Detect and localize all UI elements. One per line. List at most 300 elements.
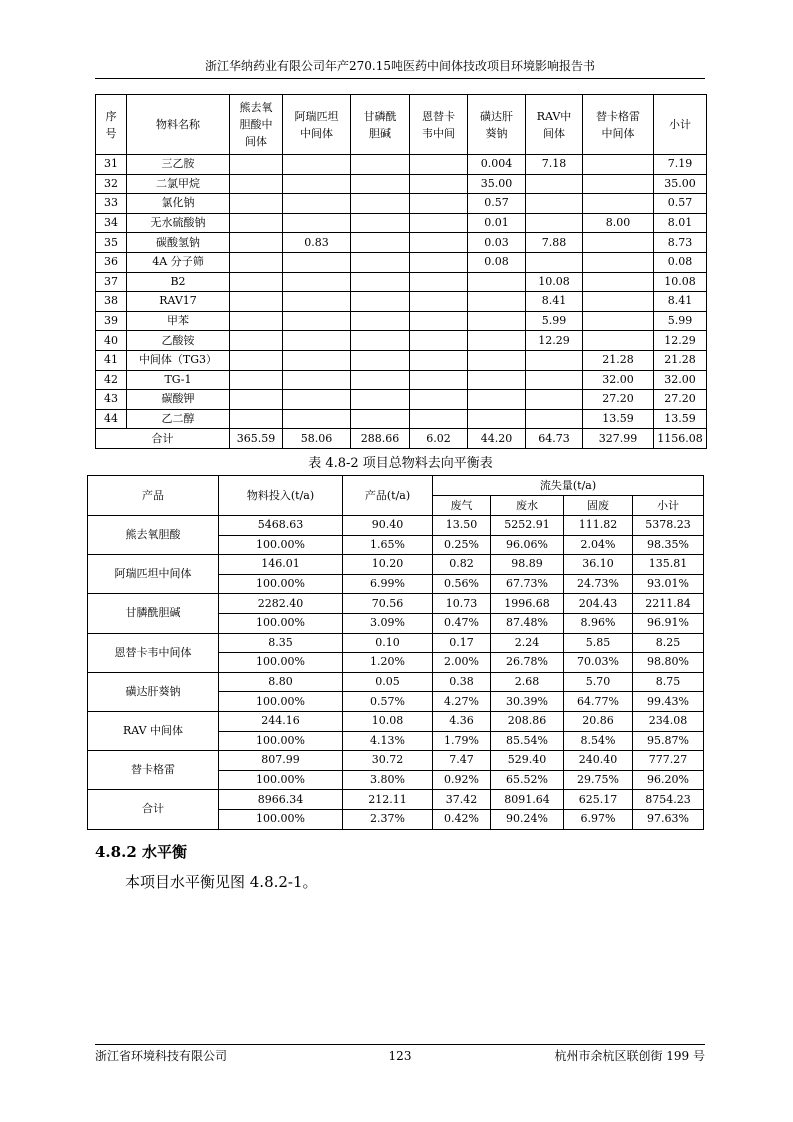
value-cell [351, 194, 410, 214]
row-number: 34 [96, 213, 127, 233]
value-cell [583, 272, 654, 292]
value-cell: 807.99 [219, 751, 343, 771]
value-cell [351, 311, 410, 331]
material-name: RAV17 [127, 292, 230, 312]
value-cell: 27.20 [583, 390, 654, 410]
value-cell: 0.01 [468, 213, 526, 233]
value-cell: 4.27% [433, 692, 491, 712]
table2-caption: 表 4.8-2 项目总物料去向平衡表 [308, 456, 493, 471]
table2-row [88, 751, 704, 771]
value-cell: 8091.64 [491, 790, 564, 810]
value-cell: 5.99 [526, 311, 583, 331]
page-header: 浙江华纳药业有限公司年产270.15吨医药中间体技改项目环境影响报告书 [205, 59, 595, 73]
value-cell: 2.04% [564, 535, 633, 555]
product-name: 合计 [88, 790, 219, 829]
value-cell: 0.05 [343, 672, 433, 692]
value-cell [410, 155, 468, 175]
value-cell [283, 174, 351, 194]
value-cell [410, 252, 468, 272]
total-value: 365.59 [230, 429, 283, 449]
value-cell [230, 390, 283, 410]
value-cell: 100.00% [219, 692, 343, 712]
material-name: 4A 分子筛 [127, 252, 230, 272]
value-cell [351, 292, 410, 312]
table1-row [96, 350, 707, 370]
value-cell [230, 213, 283, 233]
value-cell: 5468.63 [219, 516, 343, 536]
value-cell: 100.00% [219, 574, 343, 594]
value-cell: 3.09% [343, 613, 433, 633]
value-cell: 212.11 [343, 790, 433, 810]
row-number: 39 [96, 311, 127, 331]
table1-header-cell: 物料名称 [127, 95, 230, 155]
material-balance-table [87, 475, 704, 830]
total-value: 64.73 [526, 429, 583, 449]
value-cell [351, 233, 410, 253]
value-cell: 5378.23 [633, 516, 704, 536]
value-cell: 0.38 [433, 672, 491, 692]
value-cell: 8754.23 [633, 790, 704, 810]
header-divider [95, 78, 705, 79]
material-name: 二氯甲烷 [127, 174, 230, 194]
table1-header-cell: 熊去氧胆酸中间体 [230, 95, 283, 155]
value-cell: 5.85 [564, 633, 633, 653]
value-cell [230, 194, 283, 214]
value-cell: 8.41 [654, 292, 707, 312]
value-cell [583, 311, 654, 331]
value-cell [583, 252, 654, 272]
value-cell: 32.00 [583, 370, 654, 390]
product-name: 阿瑞匹坦中间体 [88, 555, 219, 594]
value-cell: 100.00% [219, 770, 343, 790]
value-cell [230, 311, 283, 331]
material-name: 碳酸氢钠 [127, 233, 230, 253]
value-cell: 1.79% [433, 731, 491, 751]
value-cell: 8.01 [654, 213, 707, 233]
table2-header-output: 产品(t/a) [343, 476, 433, 516]
value-cell [230, 331, 283, 351]
value-cell: 100.00% [219, 731, 343, 751]
value-cell [468, 370, 526, 390]
value-cell: 0.57 [468, 194, 526, 214]
table2-header-loss-water: 废水 [491, 496, 564, 516]
value-cell: 20.86 [564, 711, 633, 731]
value-cell [283, 409, 351, 429]
value-cell: 529.40 [491, 751, 564, 771]
value-cell: 21.28 [583, 350, 654, 370]
value-cell: 90.24% [491, 809, 564, 829]
value-cell: 100.00% [219, 653, 343, 673]
value-cell: 1996.68 [491, 594, 564, 614]
value-cell: 32.00 [654, 370, 707, 390]
value-cell [410, 311, 468, 331]
value-cell: 6.99% [343, 574, 433, 594]
value-cell: 13.59 [583, 409, 654, 429]
value-cell: 8.96% [564, 613, 633, 633]
value-cell [410, 350, 468, 370]
value-cell [583, 155, 654, 175]
value-cell [410, 409, 468, 429]
value-cell: 98.89 [491, 555, 564, 575]
value-cell: 7.19 [654, 155, 707, 175]
section-heading: 4.8.2 水平衡 [95, 843, 187, 861]
table1-row [96, 292, 707, 312]
value-cell: 8966.34 [219, 790, 343, 810]
value-cell: 0.83 [283, 233, 351, 253]
value-cell [468, 409, 526, 429]
value-cell: 8.00 [583, 213, 654, 233]
value-cell: 0.57% [343, 692, 433, 712]
value-cell: 36.10 [564, 555, 633, 575]
value-cell: 3.80% [343, 770, 433, 790]
table1-row [96, 252, 707, 272]
footer-company: 浙江省环境科技有限公司 [95, 1049, 228, 1063]
value-cell [410, 233, 468, 253]
value-cell: 4.13% [343, 731, 433, 751]
value-cell: 37.42 [433, 790, 491, 810]
value-cell [351, 213, 410, 233]
value-cell: 93.01% [633, 574, 704, 594]
value-cell: 0.92% [433, 770, 491, 790]
value-cell: 0.004 [468, 155, 526, 175]
value-cell [583, 331, 654, 351]
product-name: 替卡格雷 [88, 751, 219, 790]
value-cell: 35.00 [468, 174, 526, 194]
table1-header-cell: 阿瑞匹坦中间体 [283, 95, 351, 155]
value-cell: 10.20 [343, 555, 433, 575]
value-cell [351, 331, 410, 351]
value-cell [283, 194, 351, 214]
table2-row [88, 516, 704, 536]
value-cell: 8.41 [526, 292, 583, 312]
value-cell [283, 292, 351, 312]
value-cell [351, 272, 410, 292]
table2-row [88, 555, 704, 575]
total-label: 合计 [96, 429, 230, 449]
value-cell [351, 390, 410, 410]
value-cell: 0.08 [468, 252, 526, 272]
value-cell [230, 272, 283, 292]
value-cell [583, 174, 654, 194]
value-cell [410, 174, 468, 194]
table1-row [96, 155, 707, 175]
value-cell [526, 252, 583, 272]
value-cell: 777.27 [633, 751, 704, 771]
value-cell: 13.50 [433, 516, 491, 536]
value-cell [410, 370, 468, 390]
total-value: 1156.08 [654, 429, 707, 449]
table2-header-row [88, 476, 704, 496]
table1-row [96, 194, 707, 214]
value-cell: 5.70 [564, 672, 633, 692]
footer-divider [95, 1044, 705, 1045]
value-cell [583, 194, 654, 214]
value-cell: 96.91% [633, 613, 704, 633]
value-cell: 10.08 [654, 272, 707, 292]
value-cell: 96.06% [491, 535, 564, 555]
value-cell: 8.80 [219, 672, 343, 692]
row-number: 31 [96, 155, 127, 175]
value-cell: 2.37% [343, 809, 433, 829]
table2-row [88, 672, 704, 692]
value-cell: 0.57 [654, 194, 707, 214]
material-name: TG-1 [127, 370, 230, 390]
table1-row [96, 409, 707, 429]
value-cell: 5.99 [654, 311, 707, 331]
row-number: 35 [96, 233, 127, 253]
value-cell: 111.82 [564, 516, 633, 536]
value-cell: 96.20% [633, 770, 704, 790]
value-cell [283, 272, 351, 292]
row-number: 37 [96, 272, 127, 292]
product-name: RAV 中间体 [88, 711, 219, 750]
material-name: 氯化钠 [127, 194, 230, 214]
value-cell: 67.73% [491, 574, 564, 594]
row-number: 36 [96, 252, 127, 272]
value-cell [526, 174, 583, 194]
material-name: B2 [127, 272, 230, 292]
value-cell: 2.00% [433, 653, 491, 673]
value-cell: 0.03 [468, 233, 526, 253]
value-cell: 100.00% [219, 613, 343, 633]
value-cell [583, 292, 654, 312]
material-name: 无水硫酸钠 [127, 213, 230, 233]
material-name: 甲苯 [127, 311, 230, 331]
value-cell [410, 272, 468, 292]
total-value: 58.06 [283, 429, 351, 449]
value-cell [410, 194, 468, 214]
value-cell [351, 252, 410, 272]
value-cell [230, 409, 283, 429]
value-cell: 1.20% [343, 653, 433, 673]
value-cell [468, 350, 526, 370]
material-name: 碳酸钾 [127, 390, 230, 410]
value-cell: 7.47 [433, 751, 491, 771]
value-cell: 7.18 [526, 155, 583, 175]
product-name: 甘膦酰胆碱 [88, 594, 219, 633]
value-cell [283, 311, 351, 331]
value-cell: 98.80% [633, 653, 704, 673]
value-cell: 70.03% [564, 653, 633, 673]
table1-row [96, 233, 707, 253]
table2-row [88, 633, 704, 653]
value-cell: 2282.40 [219, 594, 343, 614]
value-cell: 8.73 [654, 233, 707, 253]
value-cell: 0.82 [433, 555, 491, 575]
value-cell: 8.54% [564, 731, 633, 751]
value-cell: 0.10 [343, 633, 433, 653]
value-cell: 95.87% [633, 731, 704, 751]
value-cell [351, 174, 410, 194]
table1-row [96, 390, 707, 410]
value-cell: 1.65% [343, 535, 433, 555]
value-cell: 90.40 [343, 516, 433, 536]
value-cell [583, 233, 654, 253]
value-cell: 4.36 [433, 711, 491, 731]
table1-row [96, 331, 707, 351]
table1-header-cell: RAV中间体 [526, 95, 583, 155]
table1-row [96, 174, 707, 194]
value-cell: 100.00% [219, 809, 343, 829]
section-body: 本项目水平衡见图 4.8.2-1。 [125, 873, 318, 891]
value-cell [283, 213, 351, 233]
value-cell: 99.43% [633, 692, 704, 712]
material-name: 中间体（TG3） [127, 350, 230, 370]
value-cell [230, 252, 283, 272]
value-cell: 244.16 [219, 711, 343, 731]
value-cell: 0.56% [433, 574, 491, 594]
value-cell: 13.59 [654, 409, 707, 429]
value-cell [230, 174, 283, 194]
material-name: 三乙胺 [127, 155, 230, 175]
value-cell: 85.54% [491, 731, 564, 751]
material-name: 乙二醇 [127, 409, 230, 429]
product-name: 恩替卡韦中间体 [88, 633, 219, 672]
table2-header-loss-subtotal: 小计 [633, 496, 704, 516]
table2-header-input: 物料投入(t/a) [219, 476, 343, 516]
value-cell: 234.08 [633, 711, 704, 731]
value-cell [283, 331, 351, 351]
material-consumption-table [95, 94, 707, 449]
value-cell [283, 370, 351, 390]
table1-row [96, 311, 707, 331]
total-value: 288.66 [351, 429, 410, 449]
row-number: 43 [96, 390, 127, 410]
table1-header-cell: 小计 [654, 95, 707, 155]
table1-row [96, 370, 707, 390]
value-cell [410, 292, 468, 312]
value-cell: 8.35 [219, 633, 343, 653]
footer-address: 杭州市余杭区联创街 199 号 [554, 1049, 705, 1063]
value-cell: 0.08 [654, 252, 707, 272]
value-cell: 12.29 [654, 331, 707, 351]
total-value: 6.02 [410, 429, 468, 449]
value-cell: 7.88 [526, 233, 583, 253]
value-cell [468, 390, 526, 410]
value-cell: 240.40 [564, 751, 633, 771]
value-cell [351, 155, 410, 175]
value-cell [230, 350, 283, 370]
value-cell [526, 194, 583, 214]
value-cell [468, 292, 526, 312]
value-cell: 21.28 [654, 350, 707, 370]
value-cell: 2.24 [491, 633, 564, 653]
value-cell: 30.39% [491, 692, 564, 712]
row-number: 44 [96, 409, 127, 429]
table1-total-row [96, 429, 707, 449]
value-cell [351, 350, 410, 370]
table1-header-row [96, 95, 707, 155]
table1-header-cell: 甘磷酰胆碱 [351, 95, 410, 155]
table2-row [88, 594, 704, 614]
value-cell: 0.25% [433, 535, 491, 555]
value-cell: 35.00 [654, 174, 707, 194]
value-cell: 65.52% [491, 770, 564, 790]
value-cell [526, 350, 583, 370]
value-cell [283, 350, 351, 370]
total-value: 327.99 [583, 429, 654, 449]
value-cell: 6.97% [564, 809, 633, 829]
value-cell [526, 409, 583, 429]
row-number: 42 [96, 370, 127, 390]
value-cell: 26.78% [491, 653, 564, 673]
value-cell: 24.73% [564, 574, 633, 594]
value-cell: 208.86 [491, 711, 564, 731]
value-cell: 64.77% [564, 692, 633, 712]
value-cell: 10.08 [526, 272, 583, 292]
value-cell [526, 213, 583, 233]
value-cell [283, 390, 351, 410]
table1-header-cell: 磺达肝葵钠 [468, 95, 526, 155]
value-cell [283, 155, 351, 175]
table1-row [96, 272, 707, 292]
table1-row [96, 213, 707, 233]
value-cell: 70.56 [343, 594, 433, 614]
value-cell [468, 272, 526, 292]
table2-row [88, 711, 704, 731]
total-value: 44.20 [468, 429, 526, 449]
value-cell [410, 213, 468, 233]
value-cell: 10.73 [433, 594, 491, 614]
table2-header-loss-gas: 废气 [433, 496, 491, 516]
value-cell: 0.47% [433, 613, 491, 633]
row-number: 41 [96, 350, 127, 370]
value-cell [468, 311, 526, 331]
table1-header-cell: 恩替卡韦中间 [410, 95, 468, 155]
value-cell: 135.81 [633, 555, 704, 575]
value-cell: 8.75 [633, 672, 704, 692]
table1-header-cell: 替卡格雷中间体 [583, 95, 654, 155]
value-cell: 27.20 [654, 390, 707, 410]
product-name: 磺达肝葵钠 [88, 672, 219, 711]
value-cell: 8.25 [633, 633, 704, 653]
value-cell [230, 233, 283, 253]
value-cell [230, 370, 283, 390]
value-cell: 2211.84 [633, 594, 704, 614]
row-number: 38 [96, 292, 127, 312]
product-name: 熊去氧胆酸 [88, 516, 219, 555]
value-cell: 97.63% [633, 809, 704, 829]
value-cell: 146.01 [219, 555, 343, 575]
value-cell [230, 155, 283, 175]
value-cell: 5252.91 [491, 516, 564, 536]
value-cell: 30.72 [343, 751, 433, 771]
value-cell [410, 390, 468, 410]
value-cell: 0.42% [433, 809, 491, 829]
row-number: 40 [96, 331, 127, 351]
value-cell: 12.29 [526, 331, 583, 351]
value-cell [526, 390, 583, 410]
row-number: 33 [96, 194, 127, 214]
value-cell: 100.00% [219, 535, 343, 555]
value-cell [283, 252, 351, 272]
value-cell [410, 331, 468, 351]
value-cell: 625.17 [564, 790, 633, 810]
value-cell: 29.75% [564, 770, 633, 790]
value-cell: 87.48% [491, 613, 564, 633]
table2-header-loss-solid: 固废 [564, 496, 633, 516]
value-cell [351, 409, 410, 429]
value-cell: 204.43 [564, 594, 633, 614]
material-name: 乙酸铵 [127, 331, 230, 351]
value-cell [351, 370, 410, 390]
table2-row [88, 790, 704, 810]
value-cell: 0.17 [433, 633, 491, 653]
table1-header-cell: 序号 [96, 95, 127, 155]
row-number: 32 [96, 174, 127, 194]
value-cell: 2.68 [491, 672, 564, 692]
page-number: 123 [388, 1049, 412, 1063]
